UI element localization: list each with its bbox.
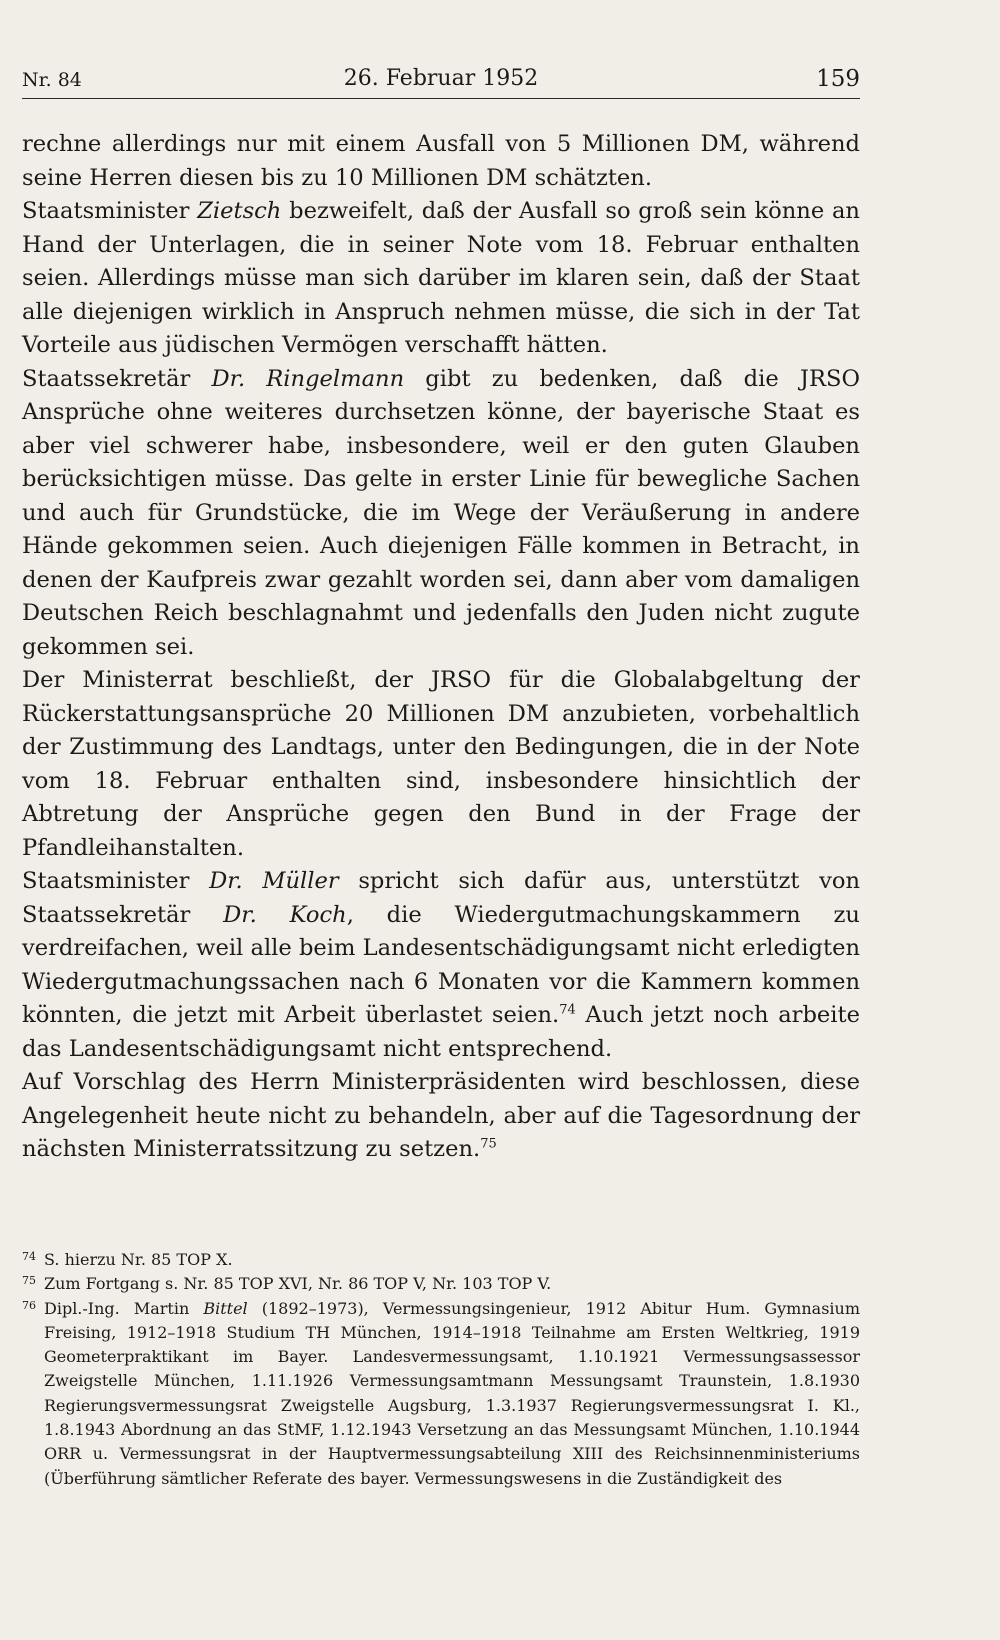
footnote-number: 76 xyxy=(22,1298,36,1312)
paragraph-6 xyxy=(22,1066,860,1167)
footnote-text: S. hierzu Nr. 85 TOP X. xyxy=(44,1250,233,1269)
footnote-76 xyxy=(22,1297,860,1491)
footnote-text: Zum Fortgang s. Nr. 85 TOP XVI, Nr. 86 TOP V, Nr. 103 TOP V. xyxy=(44,1274,552,1294)
speaker-name: Dr. Ringelmann xyxy=(211,365,405,392)
paragraph-3-lead: Staatssekretär xyxy=(22,365,212,392)
paragraph-4-text: Der Ministerrat beschließt, der JRSO für die Globalabgeltung der Rückerstattungsansprüche 20 Millionen DM anzubieten, vorbehaltlich der Zustimmung des Landtags, unter den Bedingungen, die in der Note vom 18. Februar enthalten sind, insbesondere hinsichtlich der Abtretung der Ansprüche gegen den Bund in der Frage der Pfandleihanstalten. xyxy=(22,667,860,861)
footnote-text: Dipl.-Ing. Martin xyxy=(44,1298,204,1318)
main-text xyxy=(22,128,860,1167)
paragraph-2 xyxy=(22,195,860,363)
paragraph-5-text: spricht sich dafür aus, unterstützt von Staatssekretär xyxy=(22,868,860,928)
running-header xyxy=(22,64,860,99)
paragraph-5-text-2: , die Wiedergutmachungskammern zu verdreifachen, weil alle beim Landesentschädigungsamt nicht erledigten Wiedergutmachungssachen nach 6 Monaten vor die Kammern kommen könnten, die jetzt mit Arbeit überlastet seien. xyxy=(22,901,860,1028)
header-date: 26. Februar 1952 xyxy=(343,66,539,91)
paragraph-3-text: gibt zu bedenken, daß die JRSO Ansprüche ohne weiteres durchsetzen könne, der bayerische Staat es aber viel schwerer habe, insbesondere, weil er den guten Glauben berücksichtigen müsse. Das gelte in erster Linie für bewegliche Sachen und auch für Grundstücke, die im Wege der Veräußerung in andere Hände gekommen seien. Auch diejenigen Fälle kommen in Betracht, in denen der Kaufpreis zwar gezahlt worden sei, dann aber vom damaligen Deutschen Reich beschlagnahmt und jedenfalls den Juden nicht zugute gekommen sei. xyxy=(22,365,860,660)
paragraph-5-lead: Staatsminister xyxy=(22,868,210,894)
issue-number: Nr. 84 xyxy=(22,69,82,91)
person-name: Bittel xyxy=(203,1298,248,1318)
paragraph-4 xyxy=(22,664,860,865)
footnote-text-2: (1892–1973), Vermessungsingenieur, 1912 Abitur Hum. Gymnasium Freising, 1912–1918 Studium TH München, 1914–1918 Teilnahme am Ersten Weltkrieg, 1919 Geometerpraktikant im Bayer. Landesvermessungsamt, 1.10.1921 Vermessungsassessor Zweigstelle München, 1.11.1926 Vermessungsamtmann Messungsamt Traunstein, 1.8.1930 Regierungsvermessungsrat Zweigstelle Augsburg, 1.3.1937 Regierungsvermessungsrat I. Kl., 1.8.1943 Abordnung an das StMF, 1.12.1943 Versetzung an das Messungsamt München, 1.10.1944 ORR u. Vermessungsrat in der Hauptvermessungsabteilung XIII des Reichsinnenministeriums (Überführung sämtlicher Referate des bayer. Vermessungswesens in die Zuständigkeit des xyxy=(44,1298,860,1488)
footnote-number: 74 xyxy=(22,1250,36,1263)
footnote-ref[interactable]: 74 xyxy=(559,1002,576,1018)
footnote-ref[interactable]: 75 xyxy=(480,1136,497,1152)
footnote-75 xyxy=(22,1272,860,1296)
paragraph-2-text: bezweifelt, daß der Ausfall so groß sein könne an Hand der Unterlagen, die in seiner Note vom 18. Februar enthalten seien. Allerdings müsse man sich darüber im klaren sein, daß der Staat alle diejenigen wirklich in Anspruch nehmen müsse, die sich in der Tat Vorteile aus jüdischen Vermögen verschafft hätten. xyxy=(22,198,860,358)
paragraph-1 xyxy=(22,128,860,195)
page-number: 159 xyxy=(816,66,860,92)
footnote-74 xyxy=(22,1248,860,1272)
footnote-number: 75 xyxy=(22,1274,36,1288)
paragraph-6-text: Auf Vorschlag des Herrn Ministerpräsidenten wird beschlossen, diese Angelegenheit heute nicht zu behandeln, aber auf die Tagesordnung der nächsten Ministerratssitzung zu setzen. xyxy=(22,1069,860,1162)
paragraph-1-text: rechne allerdings nur mit einem Ausfall von 5 Millionen DM, während seine Herren diesen bis zu 10 Millionen DM schätzten. xyxy=(22,131,860,191)
footnotes xyxy=(22,1248,860,1491)
speaker-name: Dr. Koch xyxy=(223,901,347,928)
paragraph-2-lead: Staatsminister xyxy=(22,198,198,224)
speaker-name: Zietsch xyxy=(197,198,282,224)
speaker-name: Dr. Müller xyxy=(209,868,339,894)
paragraph-3 xyxy=(22,363,860,665)
paragraph-5 xyxy=(22,865,860,1066)
paragraph-5-text-3: Auch jetzt noch arbeite das Landesentschädigungsamt nicht entsprechend. xyxy=(22,1002,860,1062)
